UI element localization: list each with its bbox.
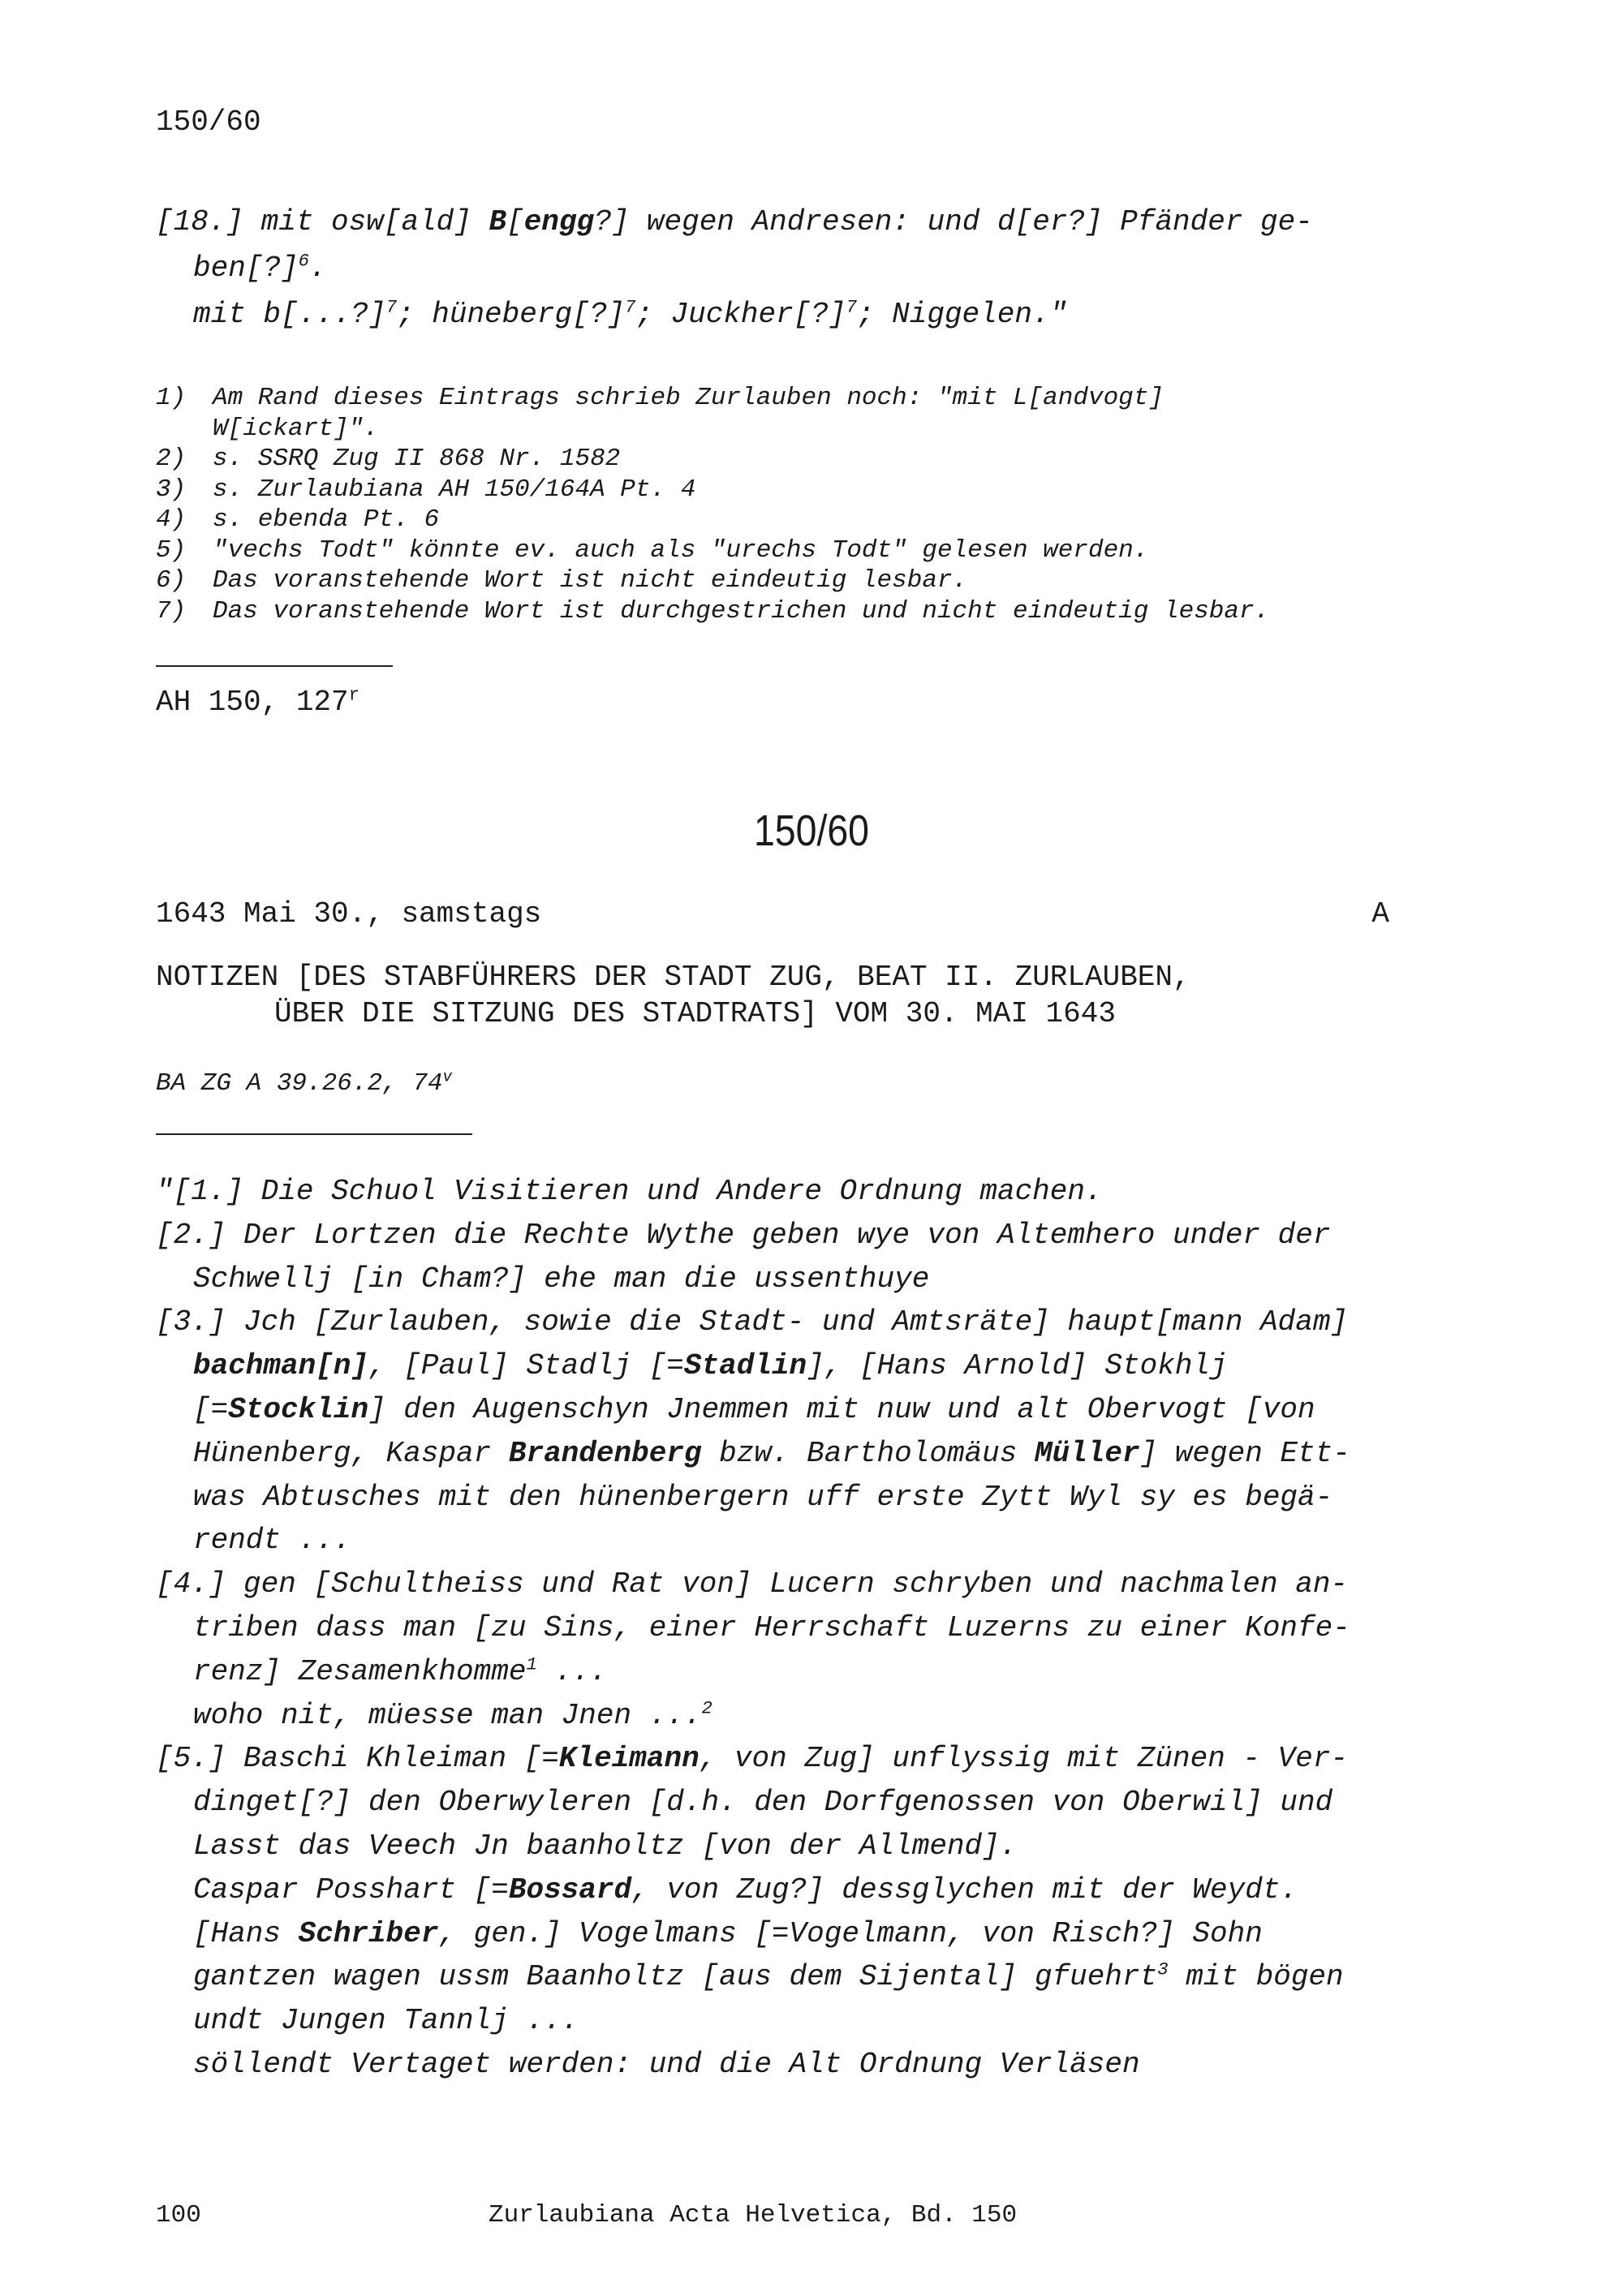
document-date-line <box>156 897 1389 931</box>
paragraph-5-cont: gantzen wagen ussm Baanholtz [aus dem Sijental] gfuehrt$^3$ mit bögen <box>193 1959 1344 1994</box>
previous-entry-line-3: mit b[...?]$^7$; hüneberg[?]$^7$; Juckher[?]$^7$; Niggelen." <box>193 296 1068 331</box>
paragraph-3-cont: [=Stocklin] den Augenschyn Jnemmen mit nuw und alt Obervogt [von <box>193 1392 1315 1426</box>
paragraph-5-cont: dinget[?] den Oberwyleren [d.h. den Dorfgenossen von Oberwil] und <box>193 1786 1333 1820</box>
paragraph-5-cont: Caspar Posshart [=Bossard, von Zug?] dessglychen mit der Weydt. <box>193 1872 1298 1907</box>
document-type: A <box>1371 897 1389 931</box>
footnote: 7) Das voranstehende Wort ist durchgestrichen und nicht eindeutig lesbar. <box>156 596 1270 626</box>
paragraph-5-cont: undt Jungen Tannlj ... <box>193 2004 579 2038</box>
paragraph-1: "[1.] Die Schuol Visitieren und Andere Ordnung machen. <box>156 1175 1103 1208</box>
paragraph-4: [4.] gen [Schultheiss und Rat von] Lucern schryben und nachmalen an- <box>156 1567 1349 1602</box>
paragraph-4-cont: renz] Zesamenkhomme$^1$ ... <box>193 1653 608 1688</box>
footnote: 5) "vechs Todt" könnte ev. auch als "urechs Todt" gelesen werden. <box>156 535 1149 565</box>
series-title: Zurlaubiana Acta Helvetica, Bd. 150 <box>489 2201 1018 2229</box>
document-number: 150/60 <box>753 806 870 855</box>
paragraph-5-cont: söllendt Vertaget werden: und die Alt Ordnung Verläsen <box>193 2047 1140 2081</box>
paragraph-3-cont: was Abtusches mit den hünenbergern uff erste Zytt Wyl sy es begä- <box>193 1480 1333 1514</box>
paragraph-2-cont: Schwellj [in Cham?] ehe man die ussenthuye <box>193 1262 930 1296</box>
source-rule <box>156 1133 472 1135</box>
footnotes <box>156 383 1422 626</box>
paragraph-5: [5.] Baschi Khleiman [=Kleimann, von Zug] unflyssig mit Zünen - Ver- <box>156 1742 1349 1776</box>
paragraph-3-cont: Hünenberg, Kaspar Brandenberg bzw. Bartholomäus Müller] wegen Ett- <box>193 1436 1350 1470</box>
paragraph-2: [2.] Der Lortzen die Rechte Wythe geben wye von Altemhero under der <box>156 1218 1331 1252</box>
paragraph-5-cont: Lasst das Veech Jn baanholtz [von der Allmend]. <box>193 1829 1018 1863</box>
document-source: BA ZG A 39.26.2, 74$^v$ <box>156 1068 452 1098</box>
paragraph-3-cont: rendt ... <box>193 1524 351 1558</box>
paragraph-3: [3.] Jch [Zurlauben, sowie die Stadt- und Amtsräte] haupt[mann Adam] <box>156 1305 1349 1339</box>
paragraph-4-cont: triben dass man [zu Sins, einer Herrschaft Luzerns zu einer Konfe- <box>193 1610 1350 1645</box>
footnote: 4) s. ebenda Pt. 6 <box>156 505 440 534</box>
footnote: 3) s. Zurlaubiana AH 150/164A Pt. 4 <box>156 475 696 504</box>
previous-entry-line-1: [18.] mit osw[ald] B[engg?] wegen Andresen: und d[er?] Pfänder ge- <box>156 205 1313 239</box>
footnote: 1) Am Rand dieses Eintrags schrieb Zurlauben noch: "mit L[andvogt] <box>156 384 1164 412</box>
paragraph-4-cont: woho nit, müesse man Jnen ...$^2$ <box>193 1697 712 1732</box>
document-heading <box>156 959 1422 1032</box>
transcription-body <box>156 1170 1422 2087</box>
heading-line-1: NOTIZEN [DES STABFÜHRERS DER STADT ZUG, BEAT II. ZURLAUBEN, <box>156 961 1190 994</box>
previous-entry <box>156 199 1422 338</box>
page-reference: 150/60 <box>156 105 261 139</box>
previous-entry-line-2: ben[?]$^6$. <box>193 250 327 285</box>
previous-source-reference: AH 150, 127$^r$ <box>156 684 360 719</box>
heading-line-2: ÜBER DIE SITZUNG DES STADTRATS] VOM 30. MAI 1643 <box>274 997 1116 1030</box>
document-date: 1643 Mai 30., samstags <box>156 897 542 931</box>
paragraph-5-cont: [Hans Schriber, gen.] Vogelmans [=Vogelmann, von Risch?] Sohn <box>193 1916 1263 1950</box>
paragraph-3-cont: bachman[n], [Paul] Stadlj [=Stadlin], [Hans Arnold] Stokhlj <box>193 1349 1228 1383</box>
page-footer <box>156 2201 1422 2229</box>
page-number: 100 <box>156 2201 201 2229</box>
footnote: 2) s. SSRQ Zug II 868 Nr. 1582 <box>156 445 621 473</box>
footnote: 6) Das voranstehende Wort ist nicht eindeutig lesbar. <box>156 566 968 595</box>
source-rule <box>156 665 393 667</box>
footnote-continuation: W[ickart]". <box>213 414 379 443</box>
